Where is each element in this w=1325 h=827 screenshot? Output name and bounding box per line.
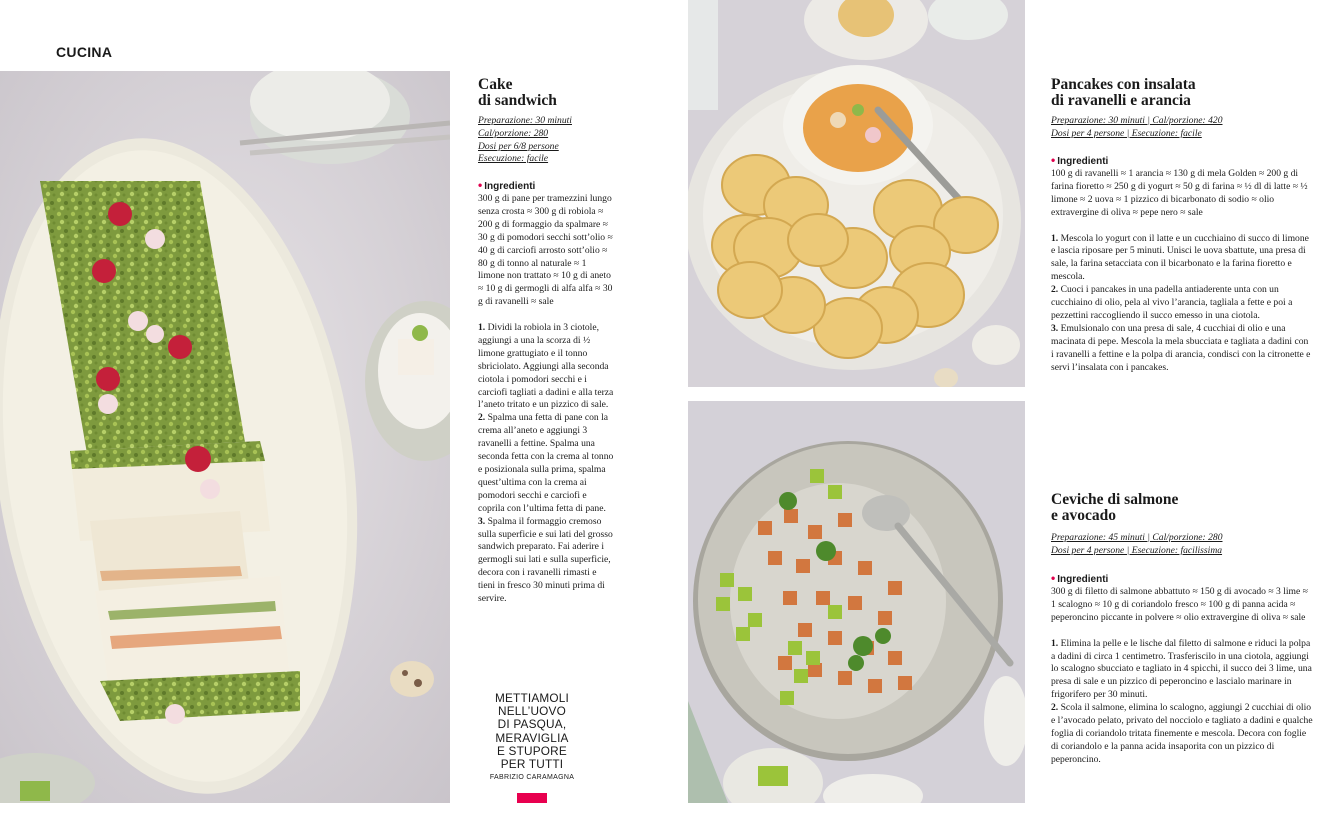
pancakes-photo xyxy=(688,0,1025,387)
pull-quote-line: PER TUTTI xyxy=(500,757,564,772)
pancakes-title-line: Pancakes con insalata xyxy=(1051,76,1196,93)
cake-step xyxy=(478,322,614,412)
cake-meta-line: Cal/porzione: 280 xyxy=(478,127,549,139)
cake-ingredients-heading xyxy=(478,179,614,193)
pull-quote-author: FABRIZIO CARAMAGNA xyxy=(489,774,575,781)
pull-quote xyxy=(478,692,586,771)
pancakes-step xyxy=(1051,284,1313,323)
ceviche-title-line: Ceviche di salmone xyxy=(1051,491,1179,508)
bullet-icon: • xyxy=(1051,153,1056,167)
cake-meta-line: Preparazione: 30 minuti xyxy=(478,115,572,126)
ceviche-meta xyxy=(1051,532,1223,558)
step-text: Elimina la pelle e le lische dal filetto di salmone e riduci la polpa a dadini di circa 1 centimetro. Trasferiscilo in una ciotola, aggiungi lo scalogno sbucciato e tagliato in 4 spicchi, il succo dei 3 lime, una presa di sale e un pizzico di peperoncino e lascialo marinare in frigorifero per 30 minuti. xyxy=(1051,637,1312,701)
cake-title-line: Cake xyxy=(478,76,513,93)
step-text: Mescola lo yogurt con il latte e un cucchiaino di succo di limone e lascia riposare per 5 minuti. Unisci le uova sbattute, una presa di sale, la farina setacciata con il bicarbonato e la farina fioretto e mescola. xyxy=(1051,232,1309,283)
step-text: Scola il salmone, elimina lo scalogno, aggiungi 2 cucchiai di olio e l’avocado pelato, privato del nocciolo e tagliato a dadini e qualche foglia di coriandolo tritata finemente e mescola. Decora con foglie di coriandolo e la panna acida insaporita con un pizzico di peperoncino. xyxy=(1051,702,1313,765)
accent-block xyxy=(517,793,547,803)
pull-quote-line: NELL’UOVO xyxy=(497,704,567,719)
bullet-icon: • xyxy=(478,178,483,192)
cake-meta-line: Dosi per 6/8 persone xyxy=(478,140,559,152)
ceviche-photo xyxy=(688,401,1025,803)
cake-title-line: di sandwich xyxy=(478,92,557,109)
cake-title xyxy=(478,77,557,109)
cake-meta xyxy=(478,115,572,166)
pancakes-meta-line: Dosi per 4 persone | Esecuzione: facile xyxy=(1051,127,1202,139)
step-number: 1. xyxy=(1051,232,1059,244)
ceviche-step xyxy=(1051,638,1313,703)
pancakes-step xyxy=(1051,233,1313,285)
cake-meta-line: Esecuzione: facile xyxy=(478,153,549,165)
ingredients-heading-label: Ingredienti xyxy=(1057,574,1109,585)
step-number: 3. xyxy=(1051,322,1059,334)
pancakes-text xyxy=(1051,154,1313,374)
cake-photo xyxy=(0,71,450,803)
step-number: 1. xyxy=(478,322,486,334)
ingredients-heading-label: Ingredienti xyxy=(1057,156,1109,167)
step-number: 2. xyxy=(1051,284,1059,296)
pancakes-ingredients-heading xyxy=(1051,154,1313,168)
step-text: Dividi la robiola in 3 ciotole, aggiungi a una la scorza di ½ limone grattugiato e il tonno sbriciolato. Aggiungi alla seconda ciotola i pomodori secchi e i carciofi tagliati a dadini e alla terza l’aneto tritato e un pizzico di sale. xyxy=(478,322,614,411)
cake-step xyxy=(478,412,614,515)
ceviche-meta-line: Dosi per 4 persone | Esecuzione: facilissima xyxy=(1051,544,1223,556)
pull-quote-line: MERAVIGLIA xyxy=(495,730,569,745)
step-number: 2. xyxy=(478,412,486,424)
ceviche-text xyxy=(1051,572,1313,767)
pull-quote-line: E STUPORE xyxy=(497,743,567,758)
pancakes-title xyxy=(1051,77,1196,109)
ceviche-ingredients-heading xyxy=(1051,572,1313,586)
step-number: 2. xyxy=(1051,702,1059,714)
ceviche-meta-line: Preparazione: 45 minuti | Cal/porzione: 280 xyxy=(1051,532,1223,543)
ceviche-title xyxy=(1051,492,1178,524)
step-number: 3. xyxy=(478,515,486,527)
pancakes-meta xyxy=(1051,115,1223,141)
step-number: 1. xyxy=(1051,637,1059,649)
ceviche-step xyxy=(1051,702,1313,767)
cake-ingredients: 300 g di pane per tramezzini lungo senza crosta ≈ 300 g di robiola ≈ 200 g di formaggio da spalmare ≈ 30 g di pomodori secchi sott’olio ≈ 40 g di carciofi arrosto sott’olio ≈ 80 g di tonno al naturale ≈ 1 limone non trattato ≈ 10 g di aneto ≈ 10 g di germogli di alfa alfa ≈ 30 g di ravanelli ≈ sale xyxy=(478,193,613,308)
section-label: CUCINA xyxy=(56,44,113,60)
step-text: Cuoci i pancakes in una padella antiaderente unta con un cucchiaino di olio, pela al vivo l’arancia, tagliala a fette e poi a pezzettini raccogliendo il succo emesso in una ciotola. xyxy=(1051,284,1293,321)
pancakes-title-line: di ravanelli e arancia xyxy=(1051,92,1191,109)
pancakes-ingredients: 100 g di ravanelli ≈ 1 arancia ≈ 130 g di mela Golden ≈ 200 g di farina fioretto ≈ 250 g di yogurt ≈ 50 g di farina ≈ ½ dl di latte ≈ ½ limone ≈ 2 uova ≈ 1 pizzico di bicarbonato di sodio ≈ olio extravergine di oliva ≈ pepe nero ≈ sale xyxy=(1051,168,1308,218)
pull-quote-line: METTIAMOLI xyxy=(494,691,570,705)
ceviche-ingredients: 300 g di filetto di salmone abbattuto ≈ 150 g di avocado ≈ 3 lime ≈ 1 scalogno ≈ 10 g di coriandolo fresco ≈ 100 g di panna acida ≈ peperoncino piccante in polvere ≈ olio extravergine di oliva ≈ sale xyxy=(1051,586,1308,623)
step-text: Spalma il formaggio cremoso sulla superficie e sui lati del grosso sandwich preparato. Fai aderire i germogli sui lati e sulla superficie, decora con i ravanelli rimasti e tieni in fresco 30 minuti prima di servire. xyxy=(478,515,613,605)
ingredients-heading-label: Ingredienti xyxy=(484,181,536,192)
cake-text xyxy=(478,179,614,606)
step-text: Emulsionalo con una presa di sale, 4 cucchiai di olio e una macinata di pepe. Mescola la mela sbucciata e tagliata a dadini con i ravanelli a fettine e la polpa di arancia, condisci con la citronette e servi l’insalata con i pancakes. xyxy=(1051,322,1311,373)
pancakes-meta-line: Preparazione: 30 minuti | Cal/porzione: 420 xyxy=(1051,115,1223,126)
pull-quote-line: DI PASQUA, xyxy=(497,717,567,732)
cake-step xyxy=(478,516,614,606)
step-text: Spalma una fetta di pane con la crema all’aneto e aggiungi 3 ravanelli a fettine. Spalma una seconda fetta con la crema al tonno e posizionala sulla prima, spalma quest’ultima con la crema ai pomodori secchi e carciofi e coprila con l’ultima fetta di pane. xyxy=(478,412,614,514)
pancakes-step xyxy=(1051,323,1313,375)
bullet-icon: • xyxy=(1051,571,1056,585)
ceviche-title-line: e avocado xyxy=(1051,507,1117,524)
